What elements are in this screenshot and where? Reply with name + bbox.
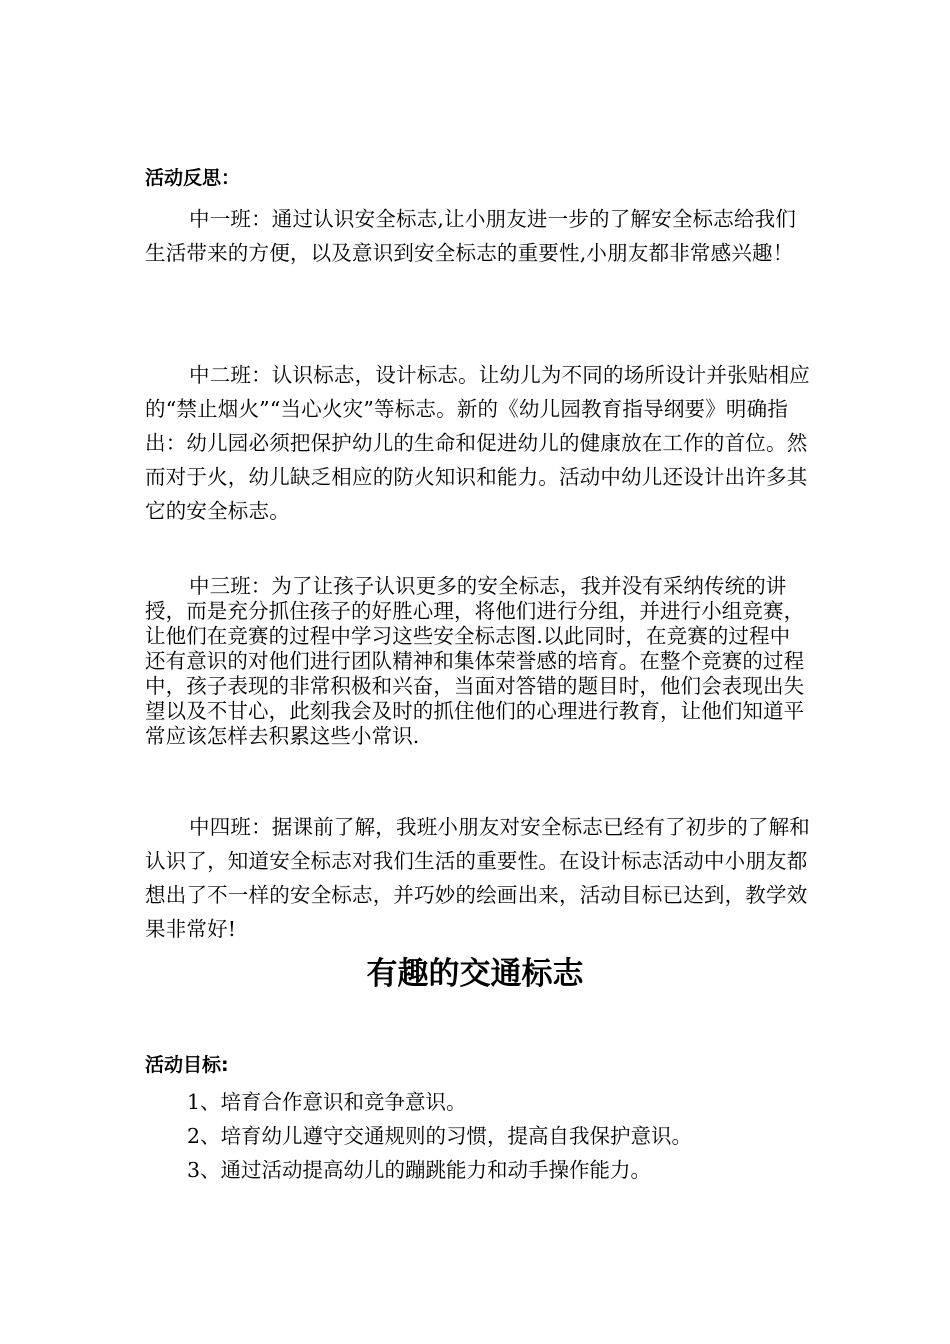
goal-item: 2、培育幼儿遵守交通规则的习惯，提高自我保护意识。 (187, 1124, 693, 1148)
goals-list (187, 1085, 692, 1187)
goal-item: 1、培育合作意识和竞争意识。 (187, 1090, 467, 1114)
lesson-title: 有趣的交通标志 (366, 956, 584, 992)
reflection-heading: 活动反思： (145, 167, 241, 189)
goal-item: 3、通过活动提高幼儿的蹦跳能力和动手操作能力。 (187, 1158, 652, 1182)
reflection-paragraph-class-2: 中二班：认识标志，设计标志。让幼儿为不同的场所设计并张贴相应的“禁止烟火”“当心火灾”等标志。新的《幼儿园教育指导纲要》明确指出：幼儿园必须把保护幼儿的生命和促进幼儿的健康放在工作的首位。然而对于火，幼儿缺乏相应的防火知识和能力。活动中幼儿还设计出许多其它的安全标志。 (145, 363, 810, 523)
goals-heading: 活动目标: (145, 1054, 229, 1076)
reflection-paragraph-class-4: 中四班：据课前了解，我班小朋友对安全标志已经有了初步的了解和认识了，知道安全标志对我们生活的重要性。在设计标志活动中小朋友都想出了不一样的安全标志，并巧妙的绘画出来，活动目标已达到，教学效果非常好! (145, 815, 810, 941)
reflection-paragraph-class-1: 中一班：通过认识安全标志,让小朋友进一步的了解安全标志给我们生活带来的方便，以及意识到安全标志的重要性,小朋友都非常感兴趣！ (145, 207, 797, 265)
reflection-paragraph-class-3: 中三班：为了让孩子认识更多的安全标志，我并没有采纳传统的讲授，而是充分抓住孩子的好胜心理，将他们进行分组，并进行小组竞赛，让他们在竞赛的过程中学习这些安全标志图.以此同时，在竞赛的过程中还有意识的对他们进行团队精神和集体荣誉感的培育。在整个竞赛的过程中，孩子表现的非常积极和兴奋，当面对答错的题目时，他们会表现出失望以及不甘心，此刻我会及时的抓住他们的心理进行教育，让他们知道平常应该怎样去积累这些小常识. (145, 574, 805, 748)
